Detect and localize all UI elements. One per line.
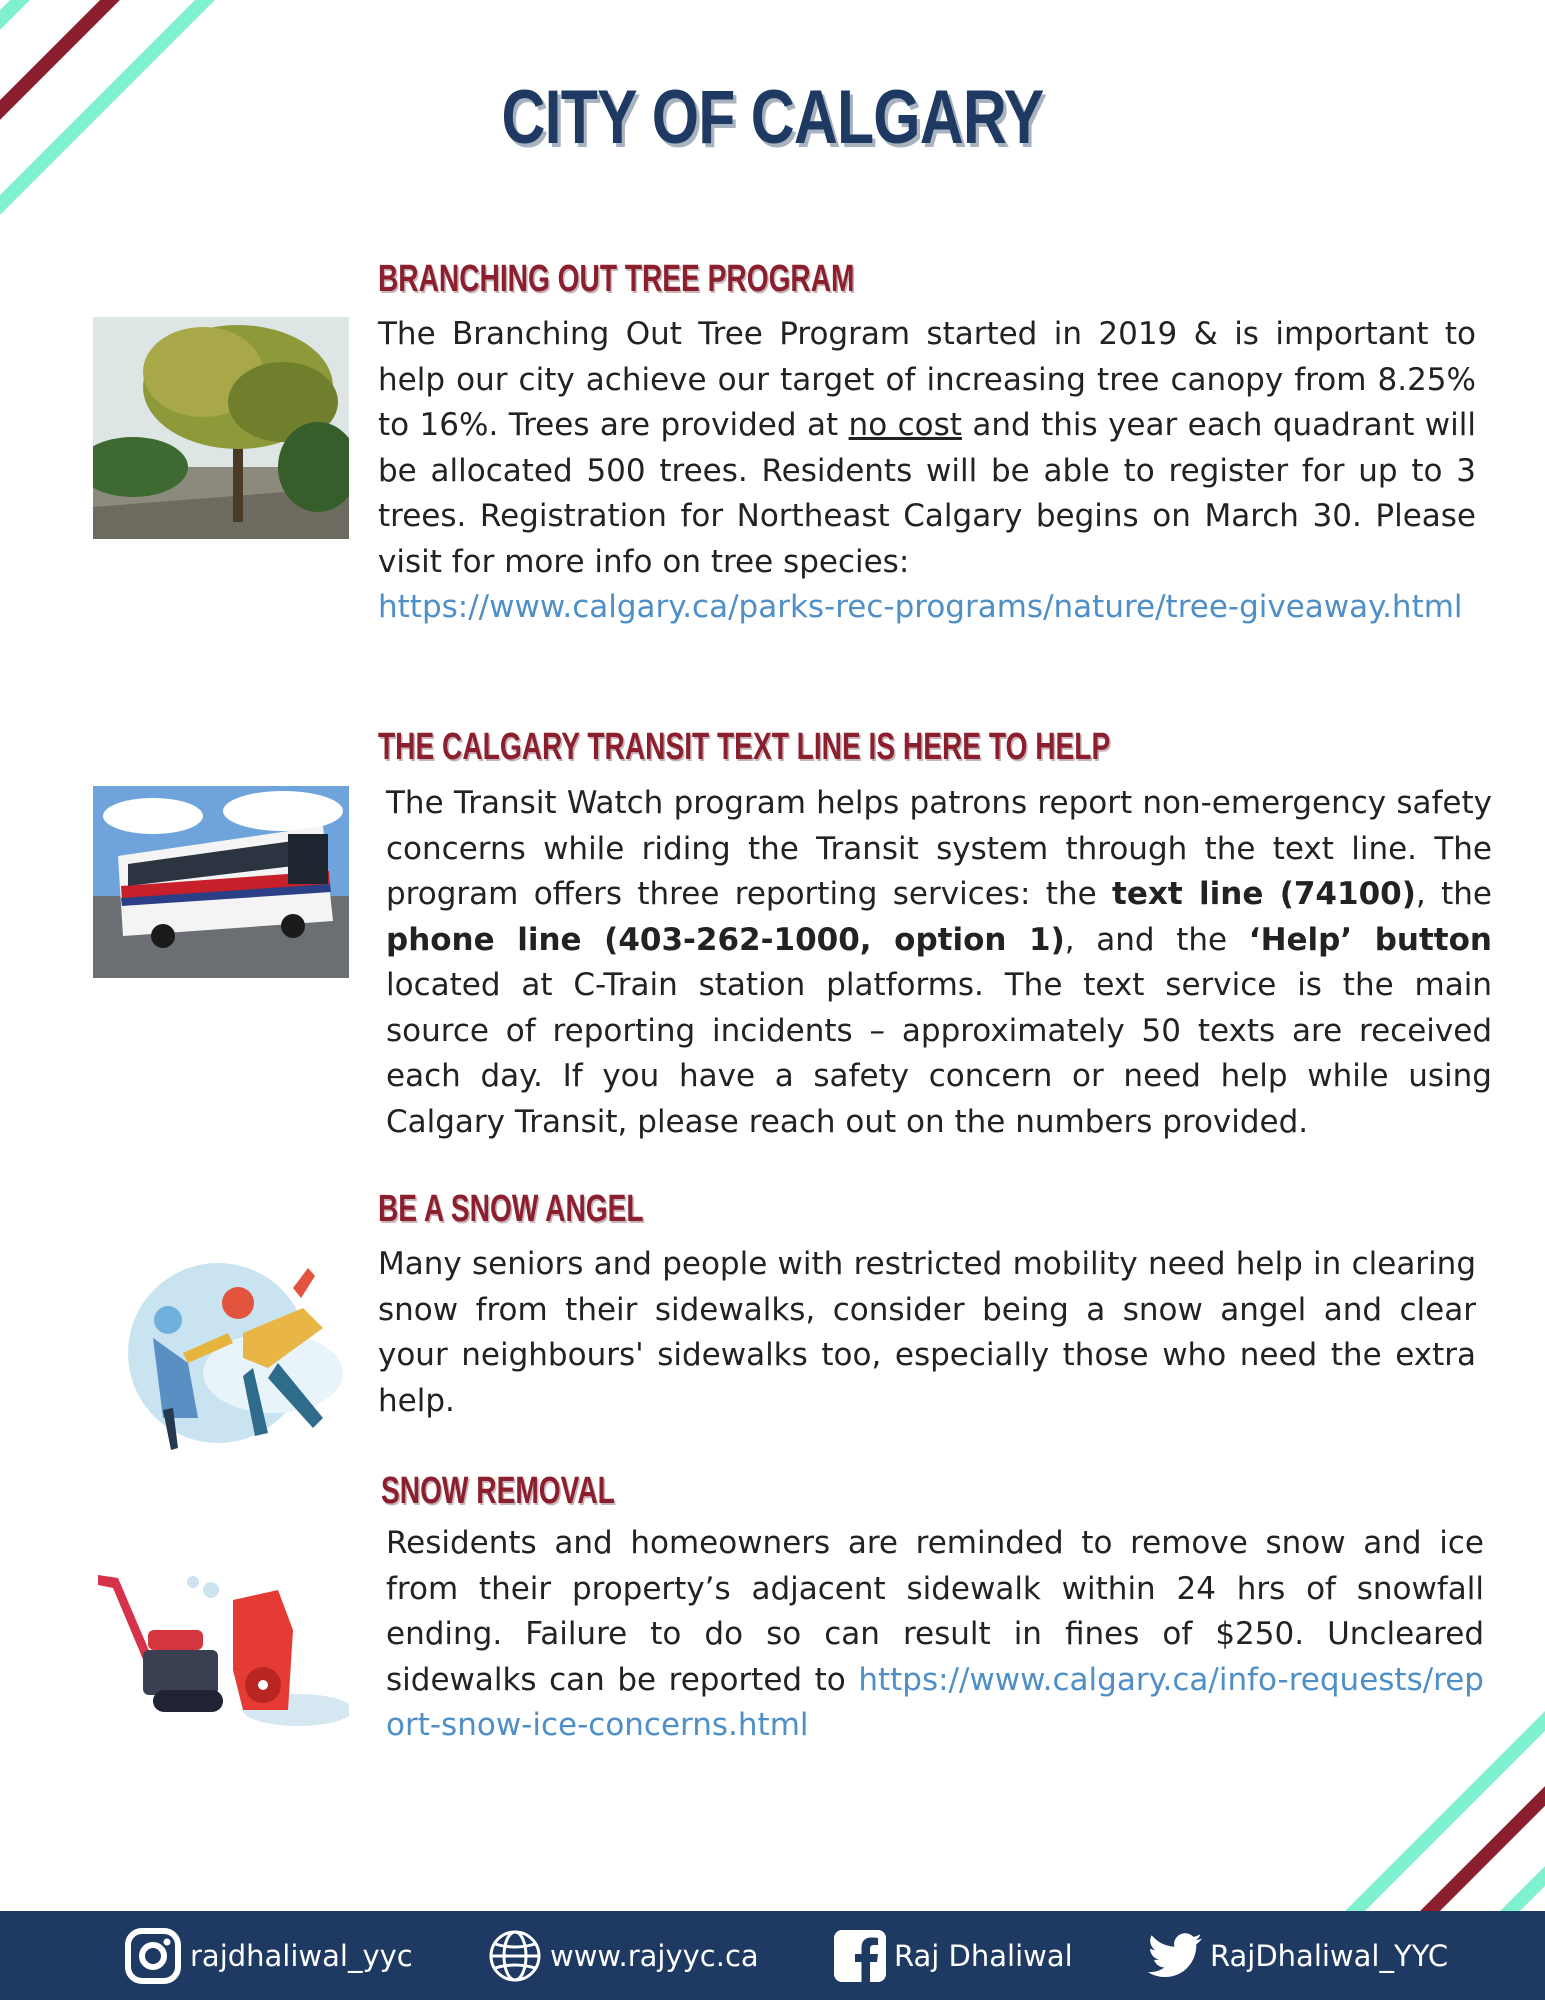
snow-ice-concerns-link[interactable]: https://www.calgary.ca/info-requests/report-snow-ice-concerns.html — [386, 1661, 1484, 1743]
website-link[interactable] — [488, 1911, 759, 2000]
twitter-handle[interactable] — [1148, 1911, 1448, 2000]
section-body-tree-program — [378, 312, 1476, 631]
transit-text-part-4: located at C-Train station platforms. The text service is the main source of reporting incidents – approximately 50 texts are received each day. If you have a safety concern or need help while using Calgary Transit, please reach out on the numbers provided. — [386, 967, 1492, 1140]
section-body-snow-angel — [378, 1242, 1476, 1424]
page-title: CITY OF CALGARY — [501, 75, 1044, 160]
website-label: www.rajyyc.ca — [550, 1938, 759, 1973]
section-heading-snow-angel: BE A SNOW ANGEL — [378, 1188, 644, 1230]
tree-giveaway-link[interactable]: https://www.calgary.ca/parks-rec-programs/nature/tree-giveaway.html — [378, 589, 1463, 625]
twitter-icon — [1148, 1933, 1202, 1979]
instagram-label: rajdhaliwal_yyc — [190, 1938, 413, 1973]
no-cost-text: no cost — [848, 407, 962, 443]
twitter-label: RajDhaliwal_YYC — [1210, 1938, 1449, 1973]
tree-text-part-1: The Branching Out Tree Program started in 2019 & is important to help our city achieve our target of increasing tree canopy from 8.25% to 16%. Trees are provided at — [378, 316, 1476, 443]
snow-angel-illustration — [93, 1258, 349, 1468]
section-heading-tree-program: BRANCHING OUT TREE PROGRAM — [378, 258, 855, 300]
footer-bar — [0, 1911, 1545, 2000]
section-heading-snow-removal: SNOW REMOVAL — [381, 1470, 615, 1512]
snowblower-illustration — [93, 1570, 349, 1730]
section-body-snow-removal — [386, 1521, 1484, 1749]
help-button-text: ‘Help’ button — [1248, 921, 1492, 958]
facebook-icon — [834, 1930, 886, 1982]
transit-bus-photo — [93, 786, 349, 978]
tree-text-part-2: and this year each quadrant will be allocated 500 trees. Residents will be able to register for up to 3 trees. Registration for Northeast Calgary begins on March 30. Please visit for more info on tree species: — [378, 407, 1476, 580]
transit-text-part-2: , the — [1415, 876, 1492, 912]
tree-photo — [93, 317, 349, 539]
globe-icon — [488, 1929, 542, 1983]
instagram-icon — [124, 1927, 182, 1985]
instagram-handle[interactable] — [124, 1911, 413, 2000]
transit-text-part-1: The Transit Watch program helps patrons report non-emergency safety concerns while riding the Transit system through the text line. The program offers three reporting services: the — [386, 785, 1492, 912]
transit-text-part-3: , and the — [1064, 921, 1249, 958]
snow-removal-text: Residents and homeowners are reminded to remove snow and ice from their property’s adjacent sidewalk within 24 hrs of snowfall ending. Failure to do so can result in fines of $250. Uncleared sidewalks can be reported to — [386, 1525, 1484, 1698]
text-line-number: text line (74100) — [1112, 876, 1416, 912]
section-body-transit — [386, 781, 1492, 1145]
facebook-label: Raj Dhaliwal — [894, 1938, 1073, 1973]
section-heading-transit: THE CALGARY TRANSIT TEXT LINE IS HERE TO HELP — [378, 726, 1111, 768]
snow-angel-text: Many seniors and people with restricted mobility need help in clearing snow from their sidewalks, consider being a snow angel and clear your neighbours' sidewalks too, especially those who need the extra help. — [378, 1246, 1476, 1419]
phone-line-number: phone line (403-262-1000, option 1) — [386, 921, 1065, 958]
facebook-page[interactable] — [834, 1911, 1073, 2000]
